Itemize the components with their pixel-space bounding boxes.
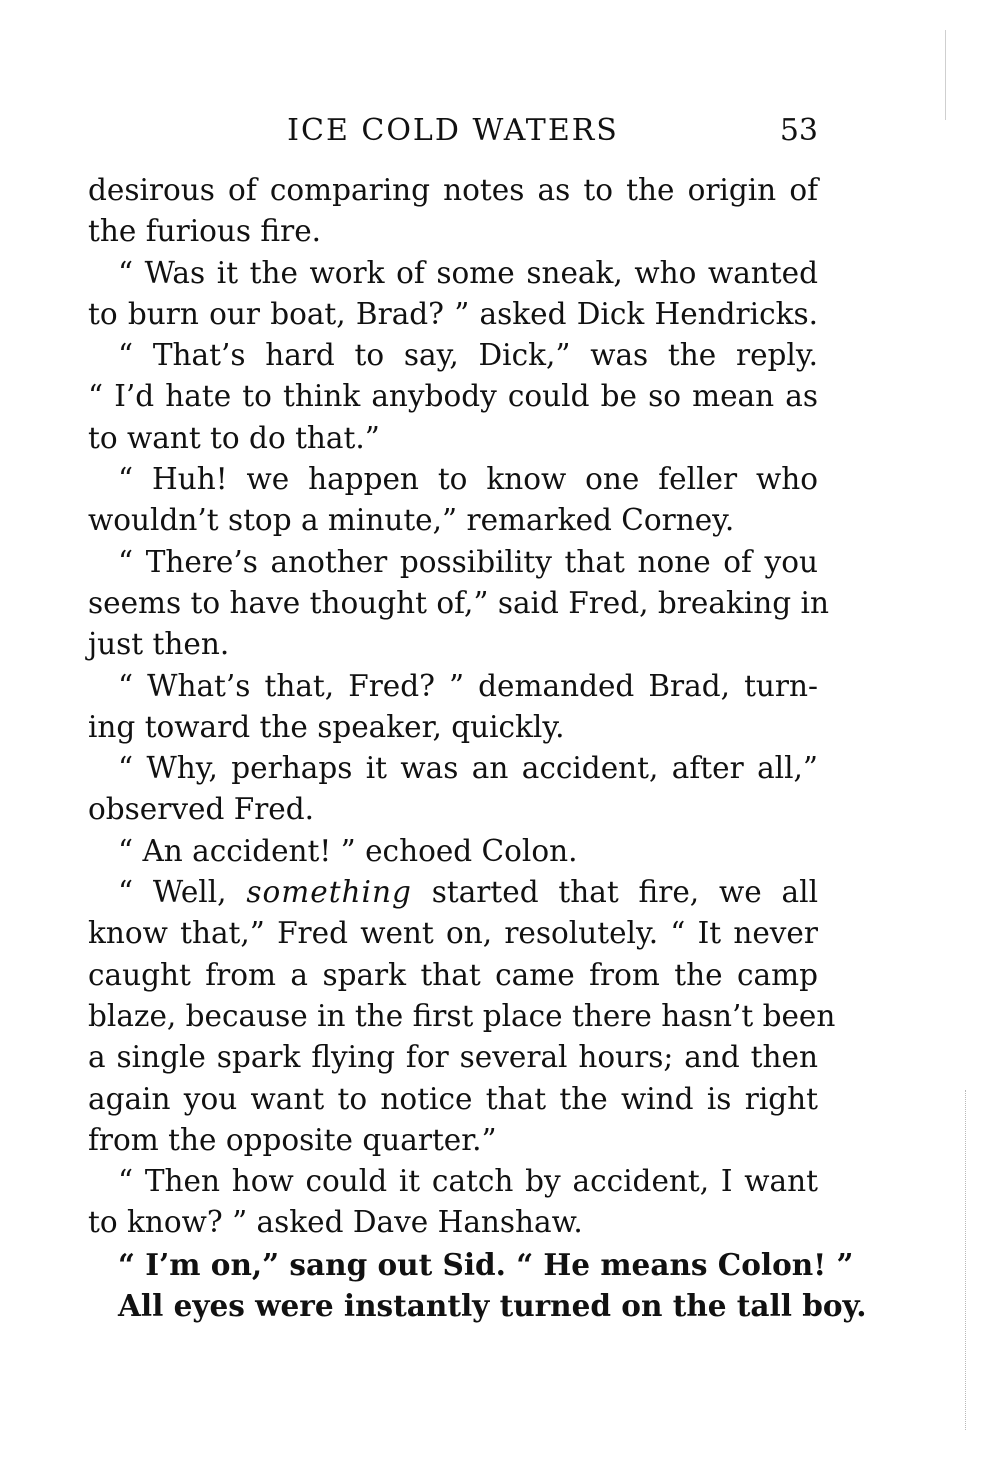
- text-line: desirous of comparing notes as to the origin of: [88, 173, 818, 207]
- page-edge-mark: [945, 30, 950, 120]
- text-line: again you want to notice that the wind is right: [88, 1081, 818, 1116]
- running-title: ICE COLD WATERS: [287, 113, 619, 148]
- text-line: “ An accident! ” echoed Colon.: [118, 833, 578, 868]
- italic-word: something: [246, 875, 412, 910]
- text-line: seems to have thought of,” said Fred, breaking in: [88, 585, 829, 620]
- text-line: to want to do that.”: [88, 420, 380, 455]
- text-line: “ Why, perhaps it was an accident, after all,”: [118, 751, 818, 786]
- page-number: 53: [779, 113, 818, 148]
- text-line: a single spark flying for several hours; and then: [88, 1040, 818, 1075]
- text-line: “ I’m on,” sang out Sid. “ He means Colon! ”: [118, 1246, 854, 1282]
- text-line: from the opposite quarter.”: [88, 1122, 497, 1157]
- running-head: [88, 108, 818, 154]
- text-line: wouldn’t stop a minute,” remarked Corney.: [88, 503, 735, 538]
- text-line: “ I’d hate to think anybody could be so mean as: [88, 379, 818, 414]
- text-line: All eyes were instantly turned on the tall boy.: [118, 1288, 867, 1324]
- text-line: “ What’s that, Fred? ” demanded Brad, turn-: [118, 668, 818, 703]
- text-line: just then.: [88, 627, 230, 662]
- text-line: the furious fire.: [88, 214, 322, 249]
- text-line: ing toward the speaker, quickly.: [88, 709, 565, 744]
- text-line: “ There’s another possibility that none of you: [118, 544, 818, 579]
- text-segment: “ Well,: [118, 875, 247, 910]
- text-line: know that,” Fred went on, resolutely. “ It never: [88, 916, 818, 951]
- text-line: to know? ” asked Dave Hanshaw.: [88, 1205, 583, 1240]
- text-line: “ Was it the work of some sneak, who wanted: [118, 255, 818, 290]
- text-line: observed Fred.: [88, 792, 315, 827]
- page-edge-mark-lower: [965, 1090, 970, 1430]
- text-line: “ Huh! we happen to know one feller who: [118, 462, 818, 497]
- text-line-with-italic: [88, 872, 818, 913]
- text-line: “ Then how could it catch by accident, I want: [118, 1164, 818, 1199]
- text-line: to burn our boat, Brad? ” asked Dick Hendricks.: [88, 296, 818, 331]
- text-segment: started that fire, we all: [411, 875, 818, 910]
- text-line: “ That’s hard to say, Dick,” was the reply.: [118, 338, 818, 373]
- body-text: [88, 170, 867, 1326]
- text-line: caught from a spark that came from the camp: [88, 957, 818, 992]
- text-line: blaze, because in the first place there hasn’t been: [88, 998, 836, 1033]
